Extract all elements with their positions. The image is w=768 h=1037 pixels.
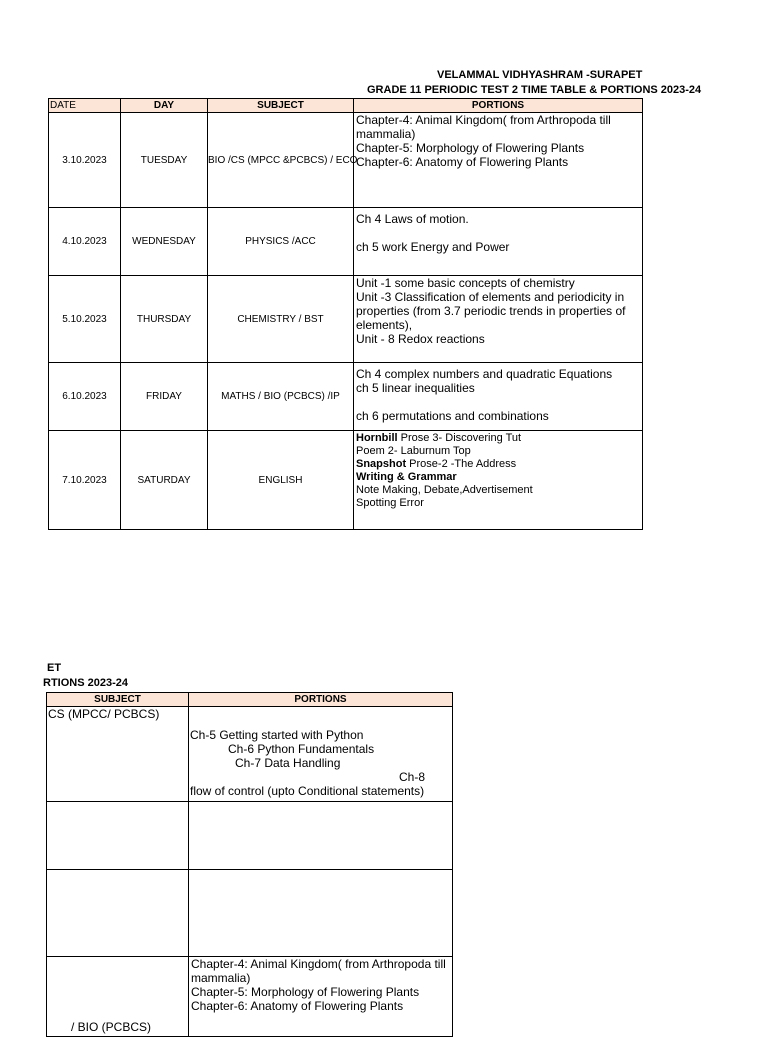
portion-line: Unit -3 Classification of elements and periodicity in properties (from 3.7 periodic trends in properties of elements), (356, 290, 626, 332)
col-header-portions: PORTIONS (189, 693, 453, 707)
timetable-continued-clip (48, 692, 452, 1034)
document-title: GRADE 11 PERIODIC TEST 2 TIME TABLE & PORTIONS 2023-24 (367, 84, 702, 96)
cell-portions (189, 870, 453, 957)
cell-subject (47, 870, 189, 957)
hornbill-text: Prose 3- Discovering Tut (397, 432, 522, 444)
cell-day: FRIDAY (121, 363, 208, 431)
portion-line: ch 5 linear inequalities (356, 381, 475, 395)
col-header-portions: PORTIONS (354, 99, 643, 113)
portion-line (356, 395, 640, 409)
cell-day: THURSDAY (121, 276, 208, 363)
cell-subject: CS (MPCC/ PCBCS) (47, 707, 189, 802)
table-row (49, 113, 643, 208)
cell-date: 4.10.2023 (49, 208, 121, 276)
title-fragment-clip (43, 676, 168, 691)
portion-line: ch 6 permutations and combinations (356, 409, 549, 423)
writing-grammar-label: Writing & Grammar (356, 471, 457, 483)
cell-date: 3.10.2023 (49, 113, 121, 208)
school-name-fragment: ET (47, 662, 62, 674)
table-row (47, 957, 453, 1037)
col-header-subject: SUBJECT (208, 99, 354, 113)
portion-line: Ch-8 (398, 770, 425, 784)
portion-line: Unit -1 some basic concepts of chemistry (356, 276, 575, 290)
cell-day: TUESDAY (121, 113, 208, 208)
portion-line: Ch 4 Laws of motion. (356, 212, 469, 226)
cell-subject: / BIO (PCBCS) (47, 957, 189, 1037)
cell-subject (47, 802, 189, 870)
snapshot-text: Prose-2 -The Address (406, 458, 517, 470)
poem-line: Poem 2- Laburnum Top (356, 445, 471, 457)
portion-line: Chapter-6: Anatomy of Flowering Plants (191, 999, 404, 1013)
cell-date: 6.10.2023 (49, 363, 121, 431)
cell-subject: CHEMISTRY / BST (208, 276, 354, 363)
note-making-line: Note Making, Debate,Advertisement (356, 484, 533, 496)
col-header-date: DATE (49, 99, 121, 113)
spotting-error-line: Spotting Error (356, 497, 424, 509)
hornbill-label: Hornbill (356, 432, 398, 444)
portion-line: Unit - 8 Redox reactions (356, 332, 485, 346)
table-row (49, 431, 643, 530)
portion-line: Chapter-6: Anatomy of Flowering Plants (356, 155, 569, 169)
table-row (47, 802, 453, 870)
cell-portions (354, 208, 643, 276)
col-header-subject: SUBJECT (47, 693, 189, 707)
cell-portions (354, 363, 643, 431)
portion-line: Chapter-5: Morphology of Flowering Plants (191, 985, 420, 999)
table-row (47, 707, 453, 802)
cell-subject: ENGLISH (208, 431, 354, 530)
cell-subject: MATHS / BIO (PCBCS) /IP (208, 363, 354, 431)
cell-subject: PHYSICS /ACC (208, 208, 354, 276)
portion-line: Ch-7 Data Handling (235, 756, 341, 770)
timetable-clip (48, 98, 642, 532)
document-title-fragment: RTIONS 2023-24 (43, 677, 128, 689)
cell-portions (189, 957, 453, 1037)
snapshot-label: Snapshot (356, 458, 407, 470)
portion-line: Ch-6 Python Fundamentals (228, 742, 375, 756)
portion-line: Chapter-4: Animal Kingdom( from Arthropoda till mammalia) (356, 113, 611, 141)
table-row (49, 208, 643, 276)
cell-day: SATURDAY (121, 431, 208, 530)
cell-portions (189, 802, 453, 870)
table-row (49, 363, 643, 431)
cell-day: WEDNESDAY (121, 208, 208, 276)
portion-line: Ch 4 complex numbers and quadratic Equations (356, 367, 613, 381)
table-row (49, 276, 643, 363)
table-row (47, 870, 453, 957)
portion-line: Ch-5 Getting started with Python (190, 728, 364, 742)
cell-date: 5.10.2023 (49, 276, 121, 363)
portion-line: Chapter-5: Morphology of Flowering Plants (356, 141, 585, 155)
timetable (48, 98, 643, 530)
cell-portions-english (354, 431, 643, 530)
portion-line (356, 226, 640, 240)
portion-line: flow of control (upto Conditional statements) (190, 784, 425, 798)
school-name: VELAMMAL VIDHYASHRAM -SURAPET (437, 69, 643, 81)
cell-portions (189, 707, 453, 802)
timetable-continued (46, 692, 453, 1037)
cell-portions (354, 113, 643, 208)
cell-date: 7.10.2023 (49, 431, 121, 530)
cell-subject: BIO /CS (MPCC &PCBCS) / ECO (208, 113, 354, 208)
cell-portions (354, 276, 643, 363)
portion-line: Chapter-4: Animal Kingdom( from Arthropoda till mammalia) (191, 957, 446, 985)
col-header-day: DAY (121, 99, 208, 113)
portion-line: ch 5 work Energy and Power (356, 240, 510, 254)
